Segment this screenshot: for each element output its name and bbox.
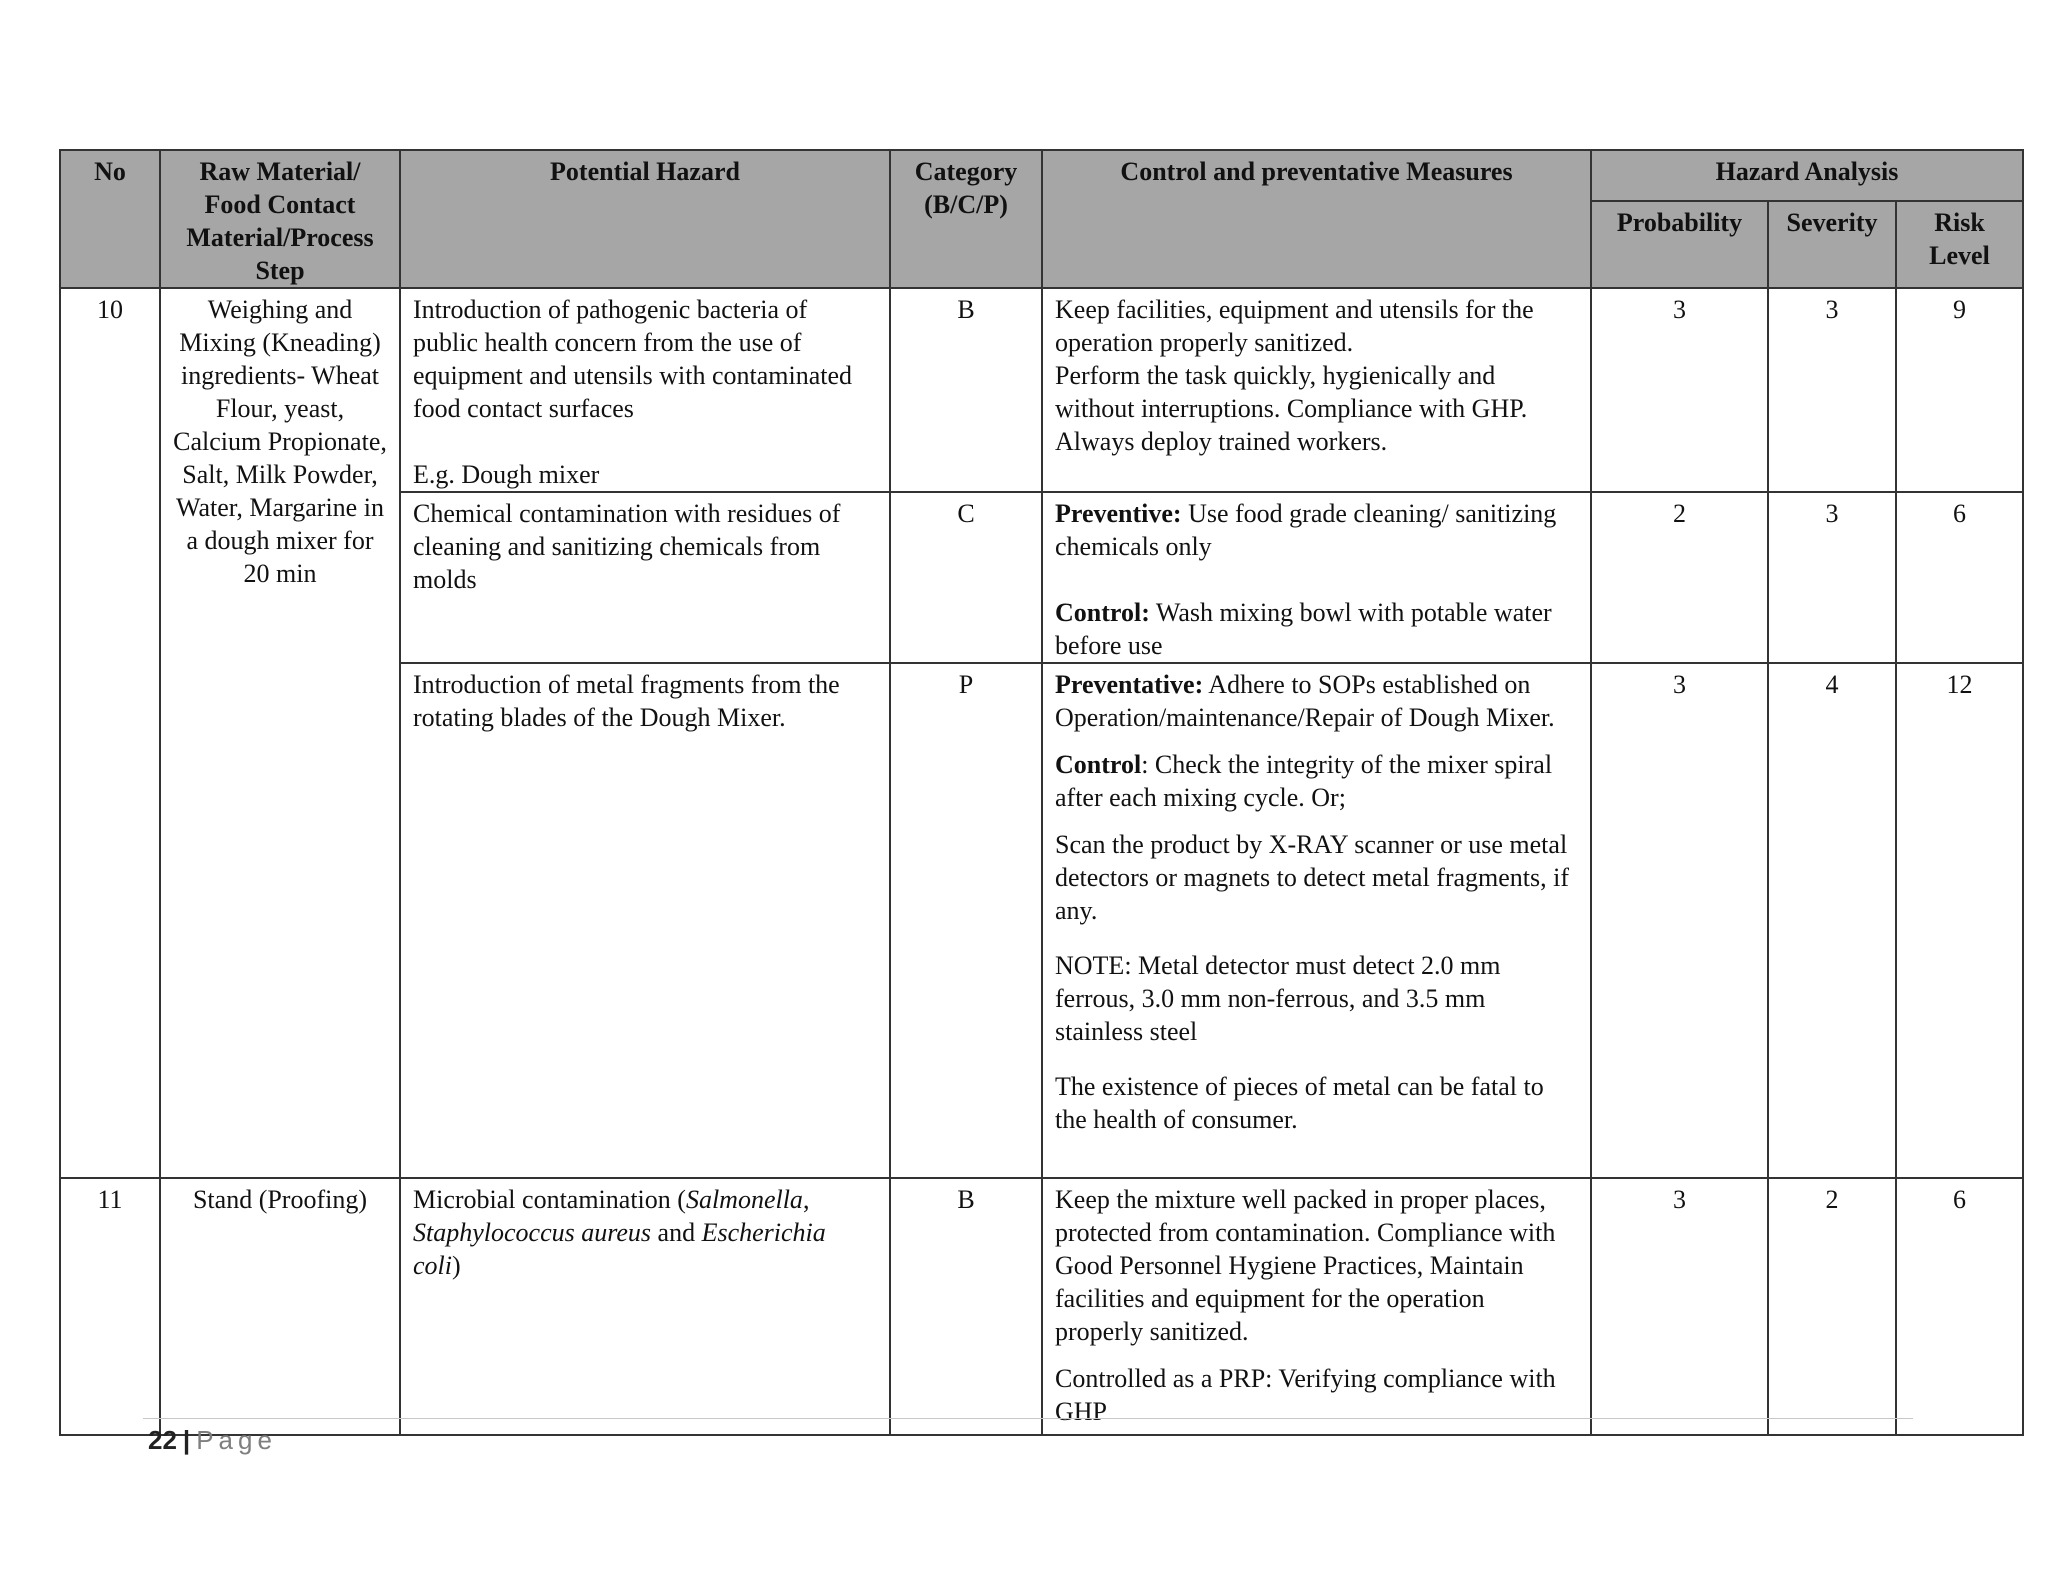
cell-control-measures [1042,492,1591,663]
cell-no: 10 [60,288,160,1178]
page-label: Page [196,1425,277,1455]
hazard-analysis-table [59,149,2024,1436]
cell-severity: 3 [1768,492,1896,663]
hazard-text: Introduction of pathogenic bacteria of public health concern from the use of equipment and utensils with contaminated food contact surfaces [413,295,853,423]
control-label: Control: [1055,598,1150,627]
header-control-measures: Control and preventative Measures [1042,150,1591,288]
organism-salmonella: Salmonella [685,1185,803,1214]
cell-risk-level: 9 [1896,288,2023,492]
fatal-text: The existence of pieces of metal can be fatal to the health of consumer. [1055,1072,1544,1134]
cell-probability: 2 [1591,492,1768,663]
control-text: : Check the integrity of the mixer spiral after each mixing cycle. Or; [1055,750,1553,812]
preventative-label: Preventative: [1055,670,1204,699]
hazard-text-part: Microbial contamination ( [413,1185,686,1214]
cell-severity: 2 [1768,1178,1896,1435]
cell-severity: 3 [1768,288,1896,492]
cell-category: P [890,663,1042,1178]
preventive-text: Use food grade cleaning/ sanitizing chemicals only [1055,499,1557,561]
footer-divider [143,1418,1913,1419]
cell-probability: 3 [1591,663,1768,1178]
cell-category: B [890,288,1042,492]
header-severity: Severity [1768,201,1896,288]
cell-raw-material: Weighing and Mixing (Kneading) ingredients- Wheat Flour, yeast, Calcium Propionate, Salt, Milk Powder, Water, Margarine in a dough mixer for 20 min [160,288,400,1178]
header-probability: Probability [1591,201,1768,288]
preventive-measure [1055,497,1578,563]
cell-raw-material: Stand (Proofing) [160,1178,400,1435]
organism-staphylococcus: Staphylococcus aureus [413,1218,652,1247]
page-footer [148,1425,277,1456]
cell-control-measures [1042,663,1591,1178]
cell-category: C [890,492,1042,663]
organism-escherichia: Escherichia coli [413,1218,826,1280]
header-no: No [60,150,160,288]
hazard-text-part: , [802,1185,810,1214]
control-text: Keep the mixture well packed in proper places, protected from contamination. Compliance with Good Personnel Hygiene Practices, Maintain facilities and equipment for the operation properly sanitized. [1055,1185,1556,1346]
control-text: Keep facilities, equipment and utensils for the operation properly sanitized. [1055,295,1534,357]
cell-risk-level: 6 [1896,492,2023,663]
cell-risk-level: 6 [1896,1178,2023,1435]
cell-potential-hazard: Chemical contamination with residues of cleaning and sanitizing chemicals from molds [400,492,890,663]
cell-potential-hazard [400,1178,890,1435]
control-text-2: Perform the task quickly, hygienically and without interruptions. Compliance with GHP. Always deploy trained workers. [1055,361,1528,456]
cell-potential-hazard: Introduction of metal fragments from the rotating blades of the Dough Mixer. [400,663,890,1178]
header-raw-material: Raw Material/ Food Contact Material/Process Step [160,150,400,288]
hazard-text-part: and [651,1218,702,1247]
cell-control-measures [1042,288,1591,492]
table-row-step11-biological [60,1178,2023,1435]
note-text: NOTE: Metal detector must detect 2.0 mm ferrous, 3.0 mm non-ferrous, and 3.5 mm stainless steel [1055,951,1501,1046]
preventative-text: Adhere to SOPs established on Operation/maintenance/Repair of Dough Mixer. [1055,670,1555,732]
control-measure [1055,748,1578,814]
hazard-text-part: ) [452,1251,461,1280]
cell-potential-hazard [400,288,890,492]
page-separator: | [182,1425,191,1455]
scan-text: Scan the product by X-RAY scanner or use metal detectors or magnets to detect metal fragments, if any. [1055,830,1570,925]
control-label: Control [1055,750,1142,779]
header-risk-level: Risk Level [1896,201,2023,288]
cell-probability: 3 [1591,288,1768,492]
cell-risk-level: 12 [1896,663,2023,1178]
page-number: 22 [148,1425,177,1455]
preventative-measure [1055,668,1578,734]
control-text: Wash mixing bowl with potable water before use [1055,598,1552,660]
header-category: Category (B/C/P) [890,150,1042,288]
table-row-step10-biological [60,288,2023,492]
control-text-2: Controlled as a PRP: Verifying compliance with GHP [1055,1364,1556,1426]
cell-severity: 4 [1768,663,1896,1178]
control-measure [1055,596,1578,662]
header-potential-hazard: Potential Hazard [400,150,890,288]
header-hazard-analysis: Hazard Analysis [1591,150,2023,201]
cell-probability: 3 [1591,1178,1768,1435]
cell-no: 11 [60,1178,160,1435]
preventive-label: Preventive: [1055,499,1182,528]
cell-category: B [890,1178,1042,1435]
cell-control-measures [1042,1178,1591,1435]
hazard-example: E.g. Dough mixer [413,460,600,489]
